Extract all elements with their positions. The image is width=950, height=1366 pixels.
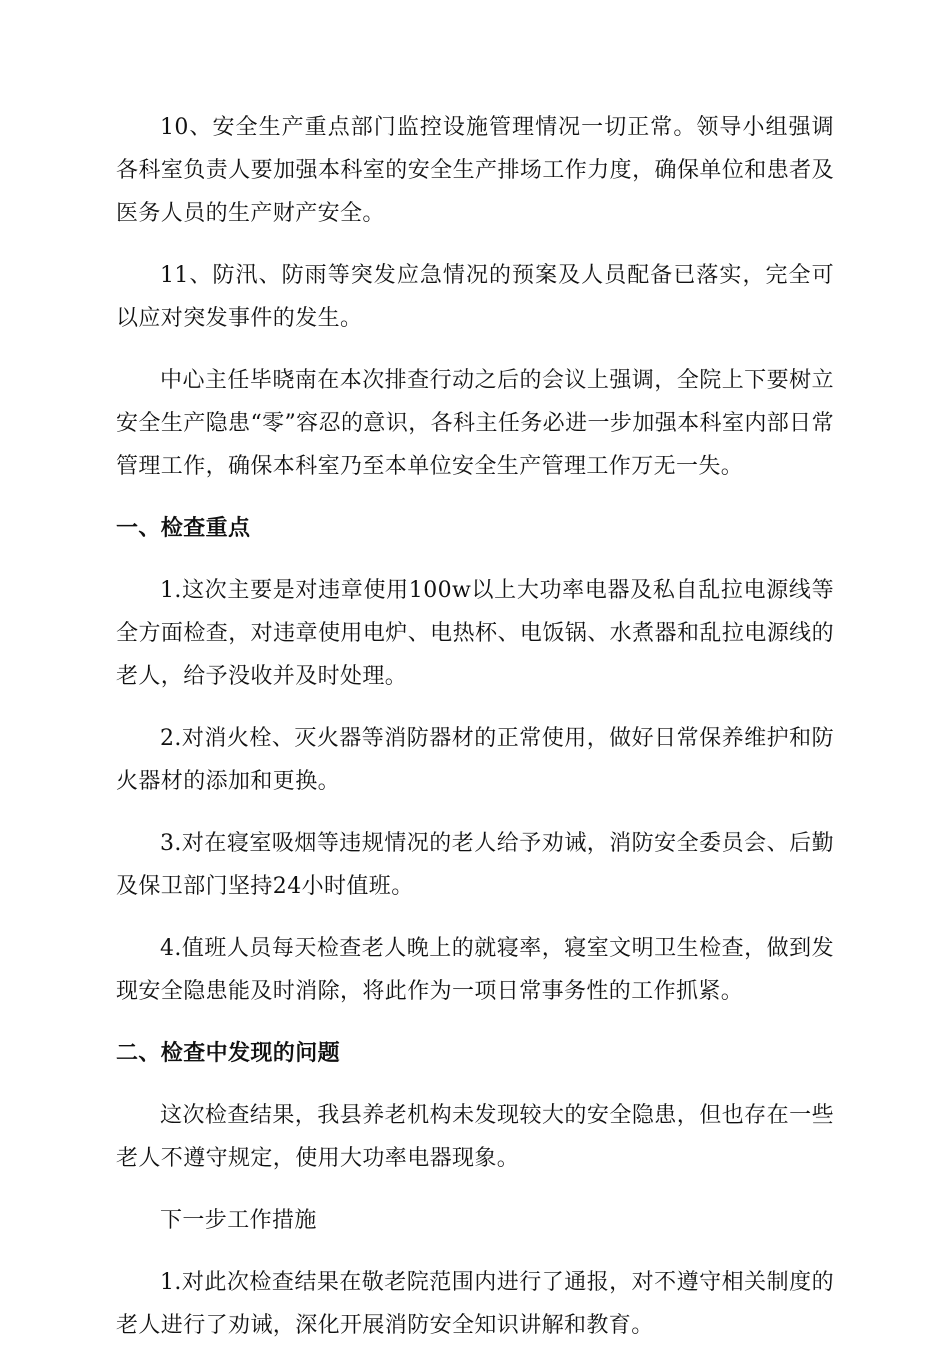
list-item-focus-1: 1.这次主要是对违章使用100w以上大功率电器及私自乱拉电源线等全方面检查，对违章使用电炉、电热杯、电饭锅、水煮器和乱拉电源线的老人，给予没收并及时处理。 (116, 578, 834, 689)
paragraph-item-10: 10、安全生产重点部门监控设施管理情况一切正常。领导小组强调各科室负责人要加强本科室的安全生产排场工作力度，确保单位和患者及医务人员的生产财产安全。 (116, 115, 834, 226)
subheading-next-steps: 下一步工作措施 (160, 1208, 317, 1233)
list-item-focus-4: 4.值班人员每天检查老人晚上的就寝率，寝室文明卫生检查，做到发现安全隐患能及时消除，将此作为一项日常事务性的工作抓紧。 (116, 936, 834, 1004)
list-item-focus-3: 3.对在寝室吸烟等违规情况的老人给予劝诫，消防安全委员会、后勤及保卫部门坚持24小时值班。 (116, 831, 834, 899)
document-body (116, 106, 834, 1366)
section-heading-problems-found: 二、检查中发现的问题 (116, 1041, 341, 1066)
paragraph-inspection-result: 这次检查结果，我县养老机构未发现较大的安全隐患，但也存在一些老人不遵守规定，使用大功率电器现象。 (116, 1103, 834, 1171)
list-item-focus-2: 2.对消火栓、灭火器等消防器材的正常使用，做好日常保养维护和防火器材的添加和更换。 (116, 726, 834, 794)
paragraph-item-11: 11、防汛、防雨等突发应急情况的预案及人员配备已落实，完全可以应对突发事件的发生。 (116, 263, 834, 331)
paragraph-director-remarks: 中心主任毕晓南在本次排查行动之后的会议上强调，全院上下要树立安全生产隐患“零”容忍的意识，各科主任务必进一步加强本科室内部日常管理工作，确保本科室乃至本单位安全生产管理工作万无一失。 (116, 368, 834, 479)
list-item-measure-1: 1.对此次检查结果在敬老院范围内进行了通报，对不遵守相关制度的老人进行了劝诫，深化开展消防安全知识讲解和教育。 (116, 1270, 834, 1338)
section-heading-inspection-focus: 一、检查重点 (116, 516, 251, 541)
